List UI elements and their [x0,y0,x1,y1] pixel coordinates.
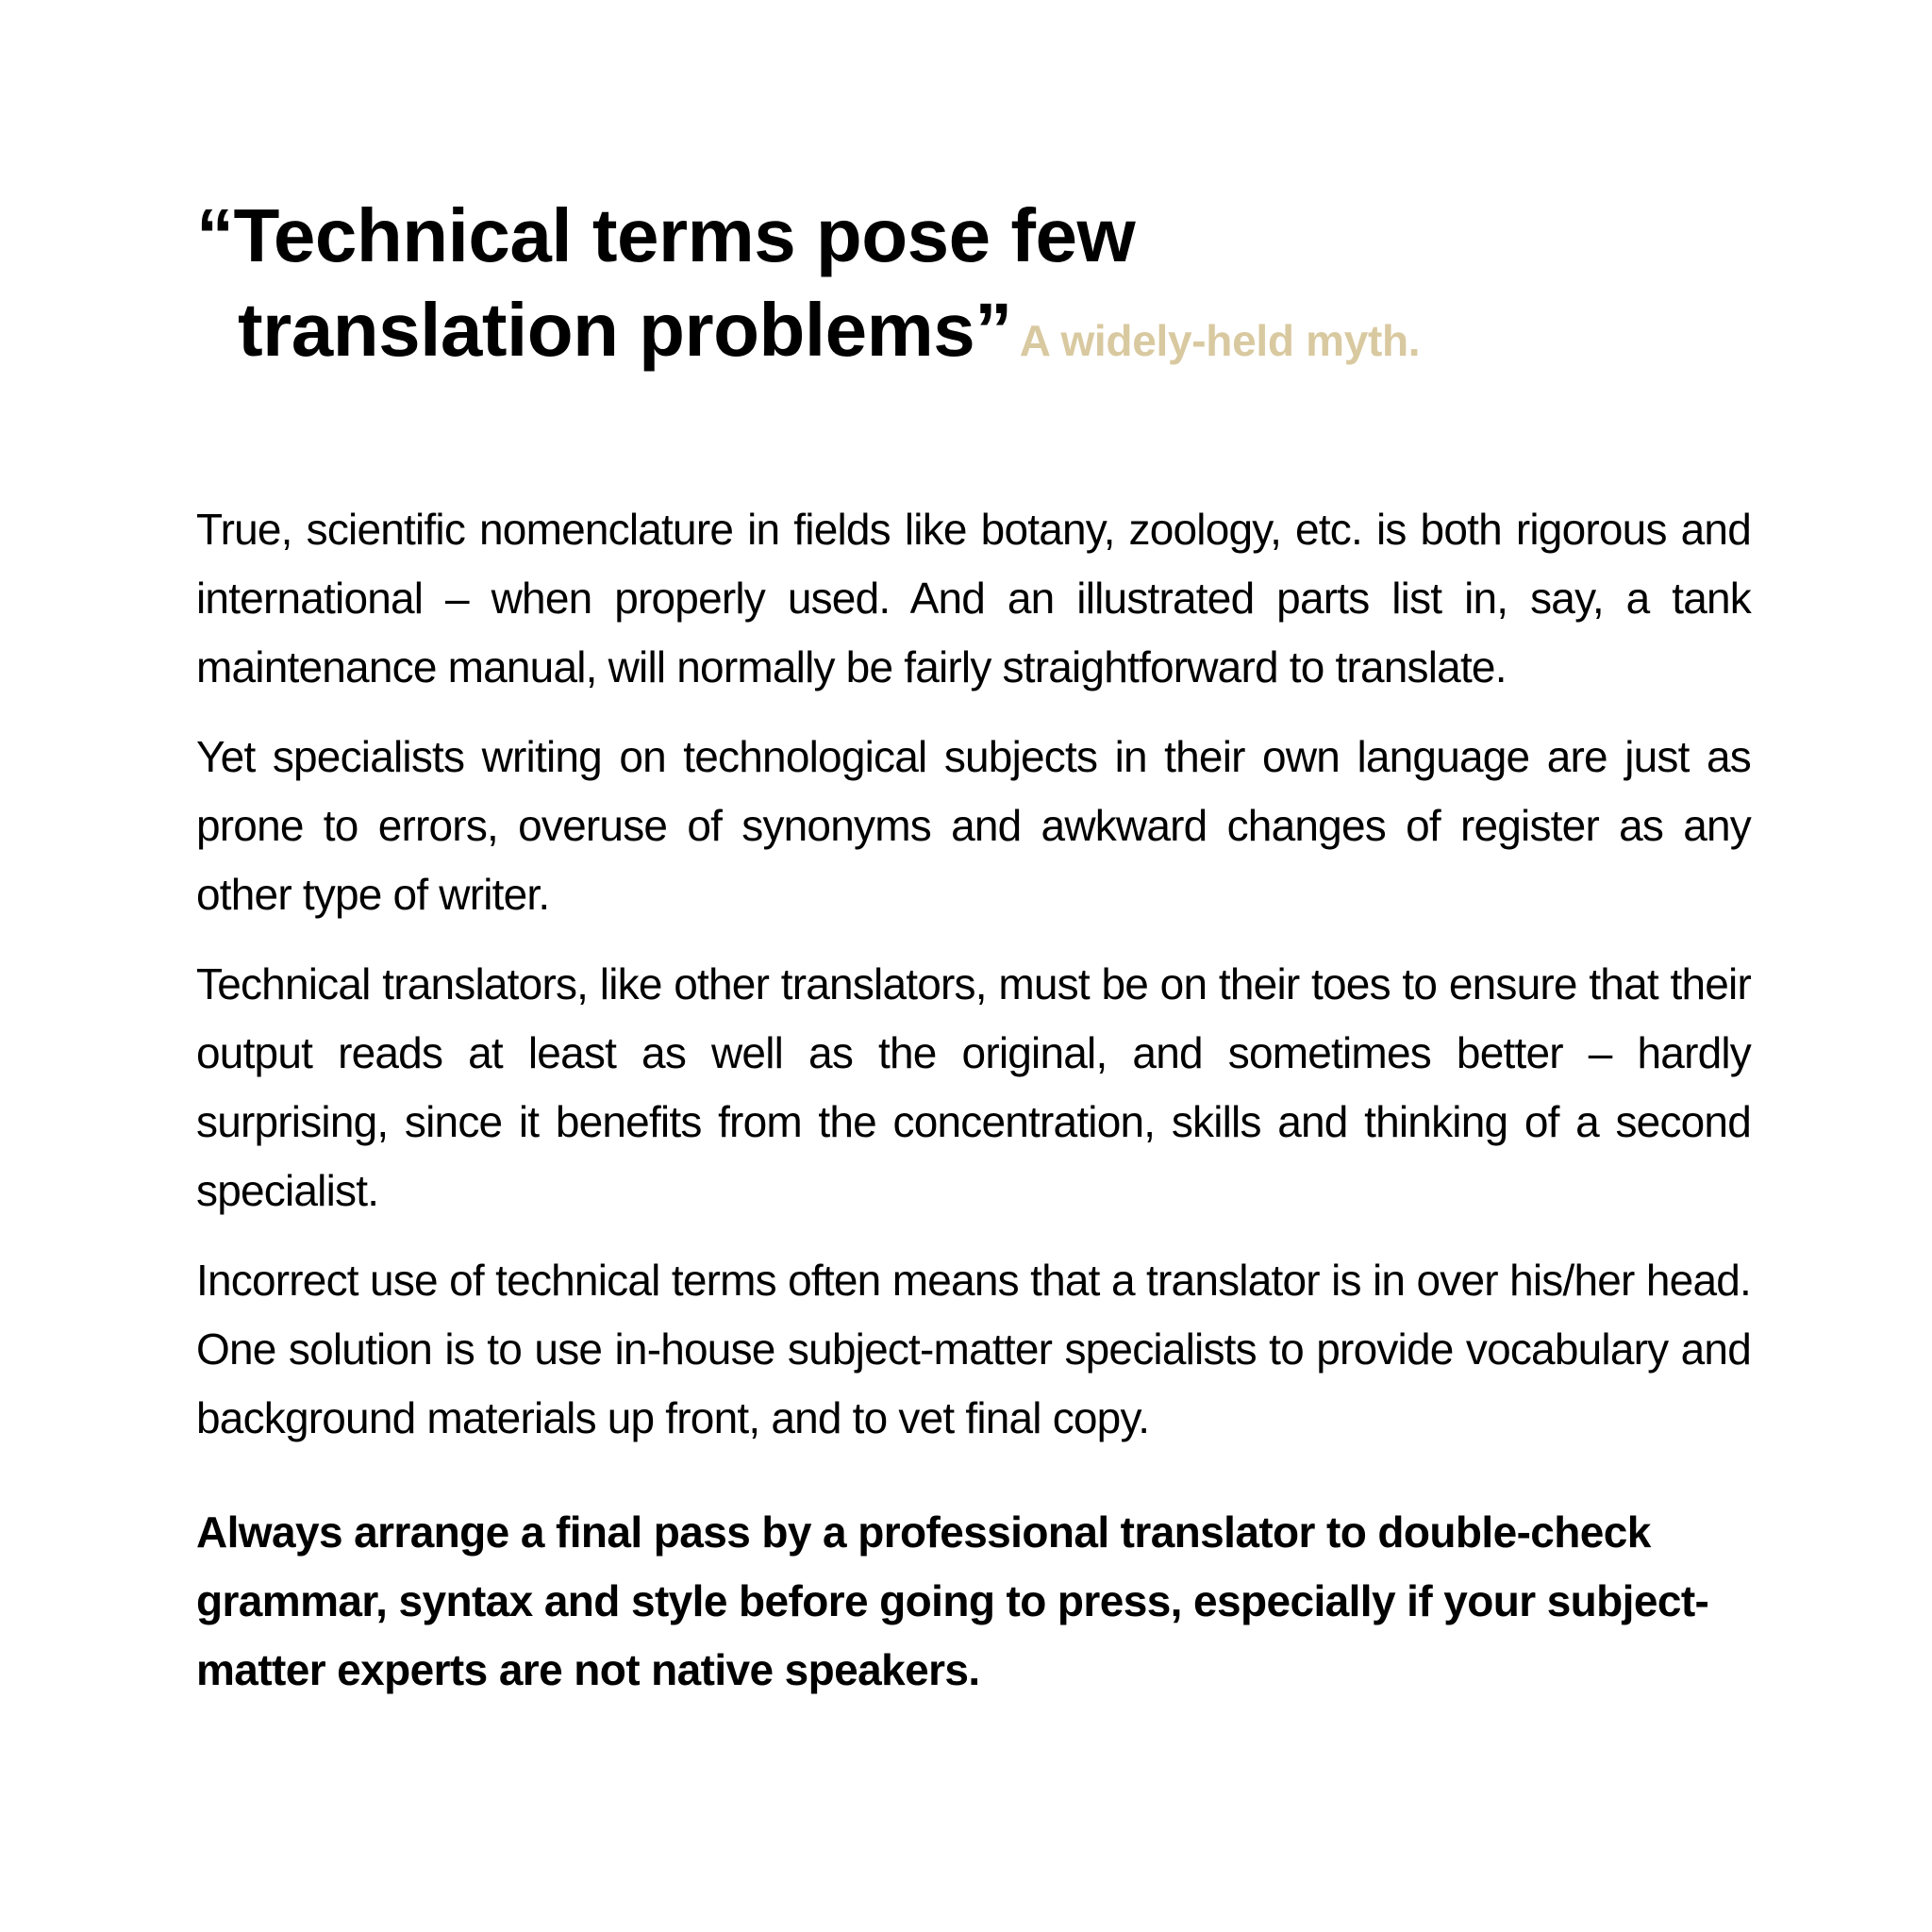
headline [196,189,1751,388]
tagline: A widely-held myth. [1019,316,1421,365]
conclusion-paragraph: Always arrange a final pass by a professional translator to double-check grammar, syntax and style before going to press, especially if your subject-matter experts are not native speakers. [196,1507,1709,1694]
headline-line-2 [196,283,1751,388]
document-page [196,189,1751,1705]
body-text [196,495,1751,1705]
paragraph-1: True, scientific nomenclature in fields like botany, zoology, etc. is both rigorous and international – when properly used. And an illustrated parts list in, say, a tank maintenance manual, will normally be fairly straightforward to translate. [196,505,1751,691]
paragraph-4: Incorrect use of technical terms often means that a translator is in over his/her head. One solution is to use in-house subject-matter specialists to provide vocabulary and background materials up front, and to vet final copy. [196,1256,1751,1442]
paragraph-2: Yet specialists writing on technological subjects in their own language are just as prone to errors, overuse of synonyms and awkward changes of register as any other type of writer. [196,732,1751,919]
headline-line-2-text: translation problems” [238,288,1012,372]
paragraph-3: Technical translators, like other translators, must be on their toes to ensure that their output reads at least as well as the original, and sometimes better – hardly surprising, since it benefits from the concentration, skills and thinking of a second specialist. [196,959,1751,1215]
headline-line-1: “Technical terms pose few [196,193,1136,277]
